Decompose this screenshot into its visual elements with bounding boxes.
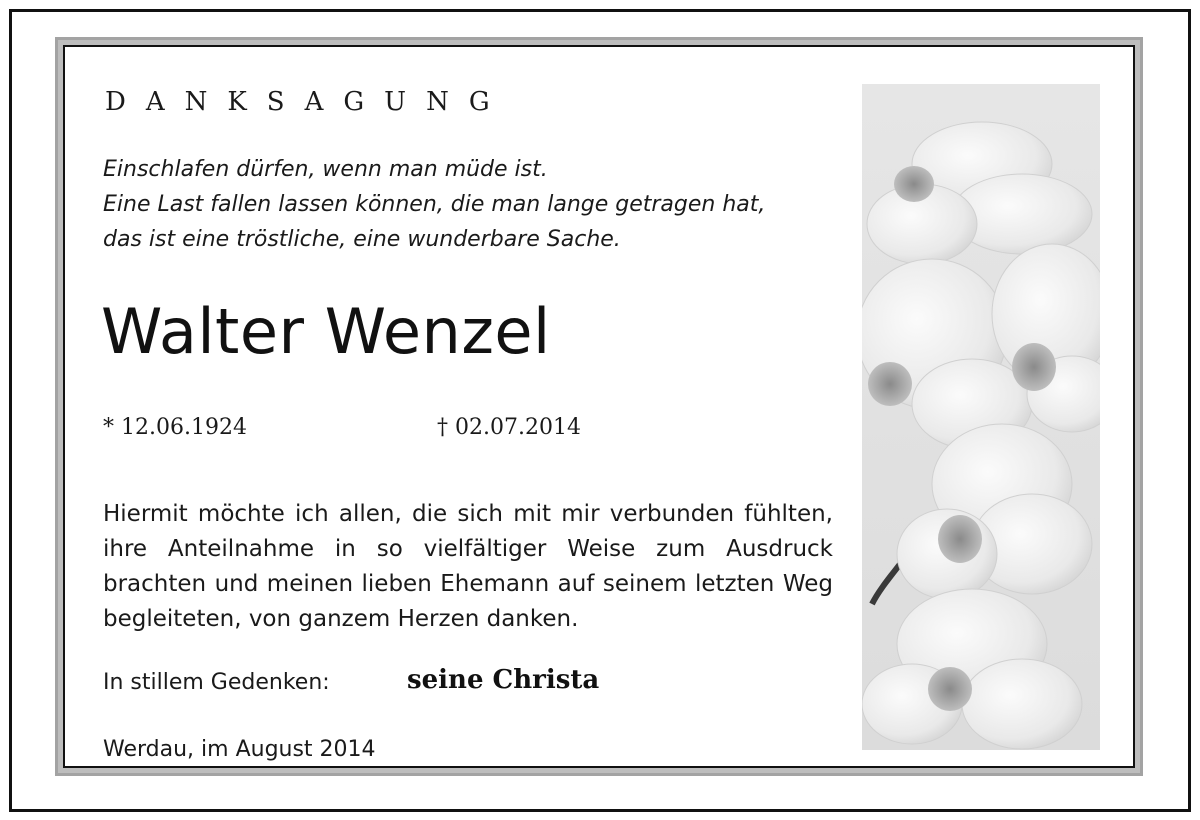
orchid-image bbox=[862, 84, 1100, 750]
border-inner-band bbox=[58, 40, 1140, 773]
memorial-label: In stillem Gedenken: bbox=[103, 670, 330, 695]
gray-border-band bbox=[55, 37, 1143, 776]
birth-date: * 12.06.1924 bbox=[103, 415, 247, 440]
notice-outer-frame bbox=[9, 9, 1191, 812]
place-date: Werdau, im August 2014 bbox=[103, 737, 376, 762]
poem-line: Einschlafen dürfen, wenn man müde ist. bbox=[103, 157, 548, 182]
memorial-signature: seine Christa bbox=[407, 665, 600, 695]
death-date: † 02.07.2014 bbox=[437, 415, 581, 440]
deceased-name: Walter Wenzel bbox=[101, 295, 551, 368]
thanks-text: Hiermit möchte ich allen, die sich mit mir verbunden fühlten, ihre Anteilnahme in so vielfältiger Weise zum Ausdruck brachten und meinen lieben Ehemann auf seinem letzten Weg begleiteten, von ganzem Herzen danken. bbox=[103, 501, 833, 632]
poem-block bbox=[103, 152, 843, 257]
notice-panel bbox=[63, 45, 1135, 768]
notice-title: DANKSAGUNG bbox=[105, 87, 510, 117]
poem-line: das ist eine tröstliche, eine wunderbare Sache. bbox=[103, 227, 621, 252]
poem-line: Eine Last fallen lassen können, die man lange getragen hat, bbox=[103, 192, 766, 217]
